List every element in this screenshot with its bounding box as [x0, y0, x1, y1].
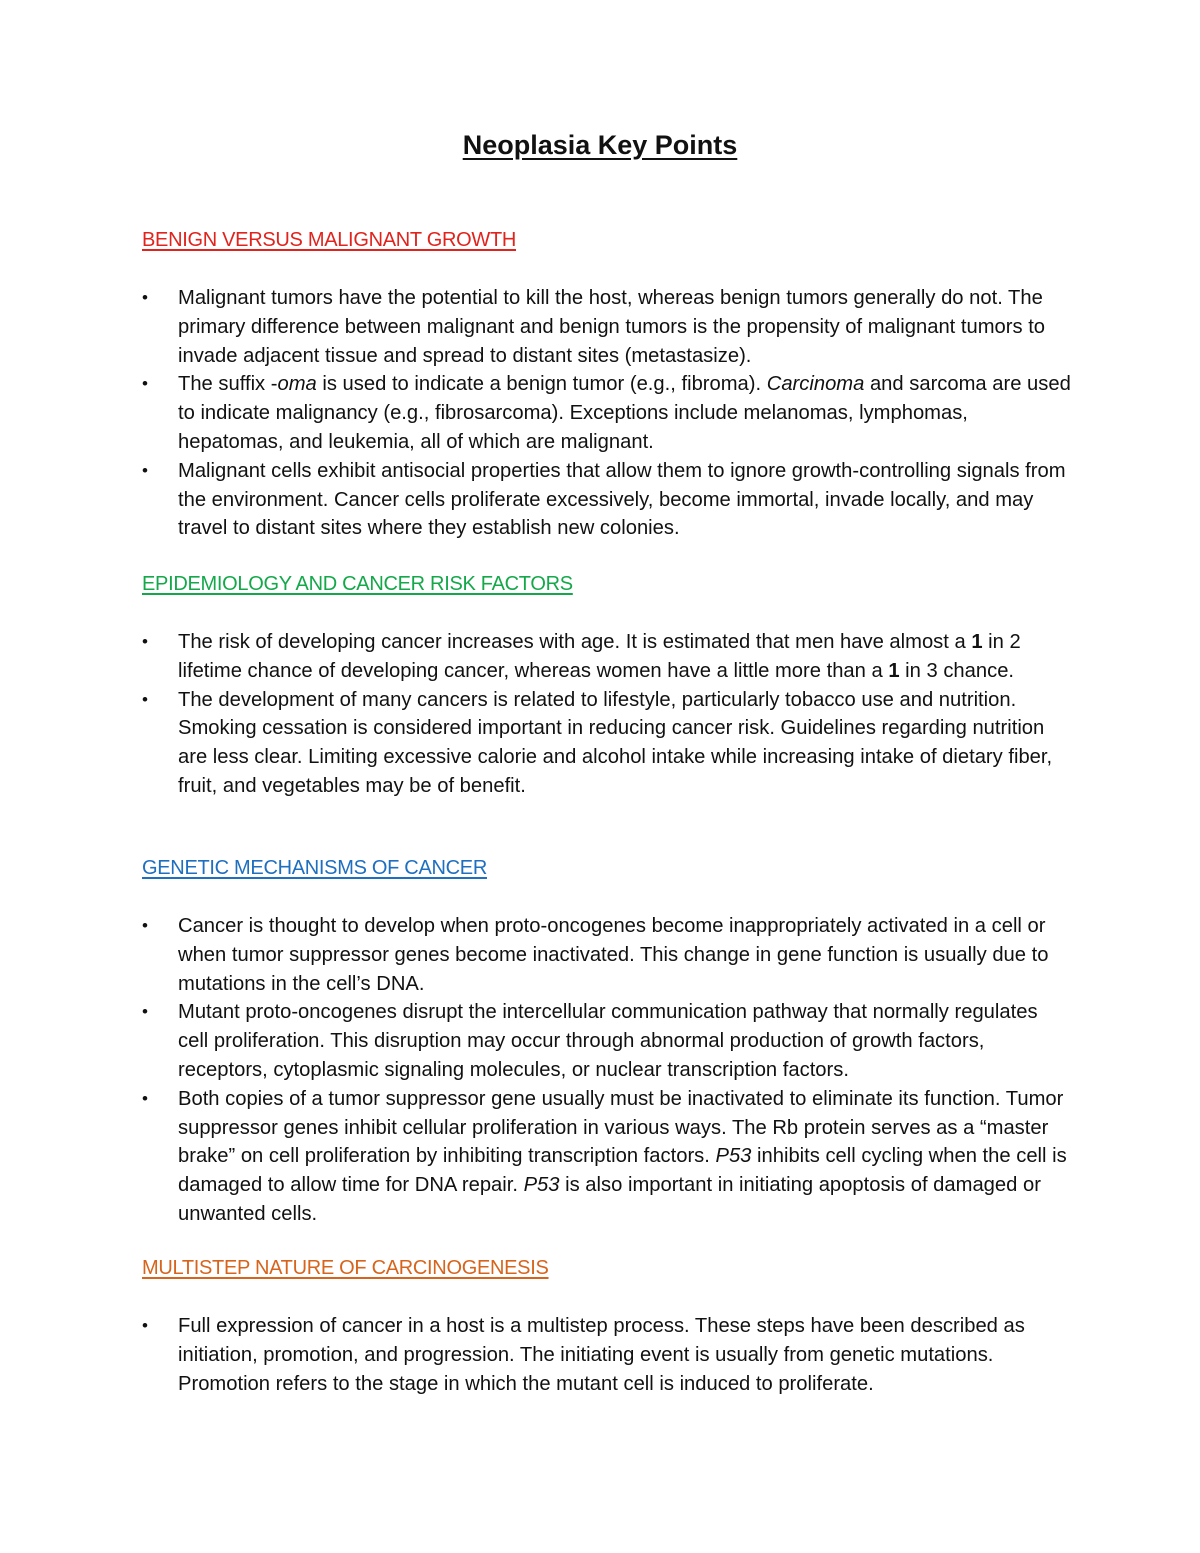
- bullet-text: 1: [971, 631, 983, 653]
- section-heading-genetic-mechanisms: GENETIC MECHANISMS OF CANCER: [142, 857, 487, 879]
- section-heading-epidemiology: EPIDEMIOLOGY AND CANCER RISK FACTORS: [142, 573, 573, 595]
- bullet-item: [142, 457, 1072, 543]
- bullet-text: Full expression of cancer in a host is a multistep process. These steps have been described as initiation, promotion, and progression. The initiating event is usually from genetic mutations. Promotion refers to the stage in which the mutant cell is induced to proliferate.: [178, 1315, 1025, 1395]
- bullet-item: [142, 284, 1072, 370]
- section-heading-multistep-carcinogenesis: MULTISTEP NATURE OF CARCINOGENESIS: [142, 1257, 549, 1279]
- bullet-text: is used to indicate a benign tumor (e.g., fibroma).: [316, 373, 767, 396]
- bullet-text: The risk of developing cancer increases with age. It is estimated that men have almost a: [178, 631, 972, 653]
- bullet-text: oma: [277, 373, 317, 396]
- bullet-text: in 3 chance.: [899, 659, 1015, 682]
- bullet-marker: •: [142, 916, 148, 935]
- section-benign-vs-malignant: [142, 226, 1072, 543]
- bullet-marker: •: [142, 460, 148, 480]
- bullet-text: P53: [715, 1145, 752, 1168]
- page-title: Neoplasia Key Points: [462, 130, 738, 160]
- bullet-text: in 2 lifetime chance of developing cancer, whereas women have a little more than a: [178, 631, 1021, 682]
- bullet-text: Carcinoma: [766, 373, 865, 396]
- bullet-item: [142, 370, 1072, 456]
- bullet-marker: •: [142, 1316, 148, 1335]
- bullet-marker: •: [142, 288, 148, 307]
- bullet-item: [142, 912, 1072, 998]
- bullet-text: Cancer is thought to develop when proto-oncogenes become inappropriately activated in a cell or when tumor suppressor genes become inactivated. This change in gene function is usually due to mutations in the cell’s DNA.: [178, 915, 1049, 995]
- bullet-marker: •: [142, 689, 148, 709]
- section-genetic-mechanisms: [142, 854, 1072, 1229]
- bullet-list: [142, 912, 1072, 1229]
- bullet-marker: •: [142, 1002, 148, 1022]
- bullet-list: [142, 284, 1072, 543]
- bullet-item: [142, 628, 1072, 686]
- section-epidemiology: [142, 570, 1072, 801]
- bullet-list: [142, 1312, 1072, 1398]
- section-multistep-carcinogenesis: [142, 1254, 1072, 1398]
- bullet-item: [142, 1312, 1072, 1398]
- bullet-marker: •: [142, 374, 148, 394]
- bullet-text: Mutant proto-oncogenes disrupt the intercellular communication pathway that normally regulates cell proliferation. This disruption may occur through abnormal production of growth factors, receptors, cytoplasmic signaling molecules, or nuclear transcription factors.: [178, 1001, 1038, 1081]
- bullet-item: [142, 998, 1072, 1084]
- bullet-marker: •: [142, 1088, 148, 1108]
- bullet-text: is also important in initiating apoptosis of damaged or unwanted cells.: [178, 1174, 1041, 1225]
- bullet-text: P53: [523, 1174, 560, 1197]
- bullet-text: inhibits cell cycling when the cell is damaged to allow time for DNA repair.: [178, 1145, 1067, 1197]
- bullet-text: 1: [888, 659, 900, 682]
- bullet-text: The development of many cancers is related to lifestyle, particularly tobacco use and nutrition. Smoking cessation is considered important in reducing cancer risk. Guidelines regarding nutrition are less clear. Limiting excessive calorie and alcohol intake while increasing intake of dietary fiber, fruit, and vegetables may be of benefit.: [178, 688, 1053, 797]
- bullet-item: [142, 686, 1072, 801]
- bullet-text: Both copies of a tumor suppressor gene usually must be inactivated to eliminate its function. Tumor suppressor genes inhibit cellular proliferation in various ways. The Rb protein serves as a “master brake” on cell proliferation by inhibiting transcription factors.: [178, 1087, 1064, 1168]
- bullet-marker: •: [142, 632, 148, 651]
- bullet-list: [142, 628, 1072, 801]
- bullet-text: and sarcoma are used to indicate malignancy (e.g., fibrosarcoma). Exceptions include melanomas, lymphomas, hepatomas, and leukemia, all of which are malignant.: [178, 373, 1071, 453]
- bullet-item: [142, 1085, 1072, 1229]
- section-heading-benign-vs-malignant: BENIGN VERSUS MALIGNANT GROWTH: [142, 229, 517, 251]
- bullet-text: The suffix -: [178, 373, 278, 396]
- bullet-text: Malignant cells exhibit antisocial properties that allow them to ignore growth-controlling signals from the environment. Cancer cells proliferate excessively, become immortal, invade locally, and may travel to distant sites where they establish new colonies.: [178, 459, 1066, 540]
- bullet-text: Malignant tumors have the potential to kill the host, whereas benign tumors generally do not. The primary difference between malignant and benign tumors is the propensity of malignant tumors to invade adjacent tissue and spread to distant sites (metastasize).: [178, 287, 1046, 367]
